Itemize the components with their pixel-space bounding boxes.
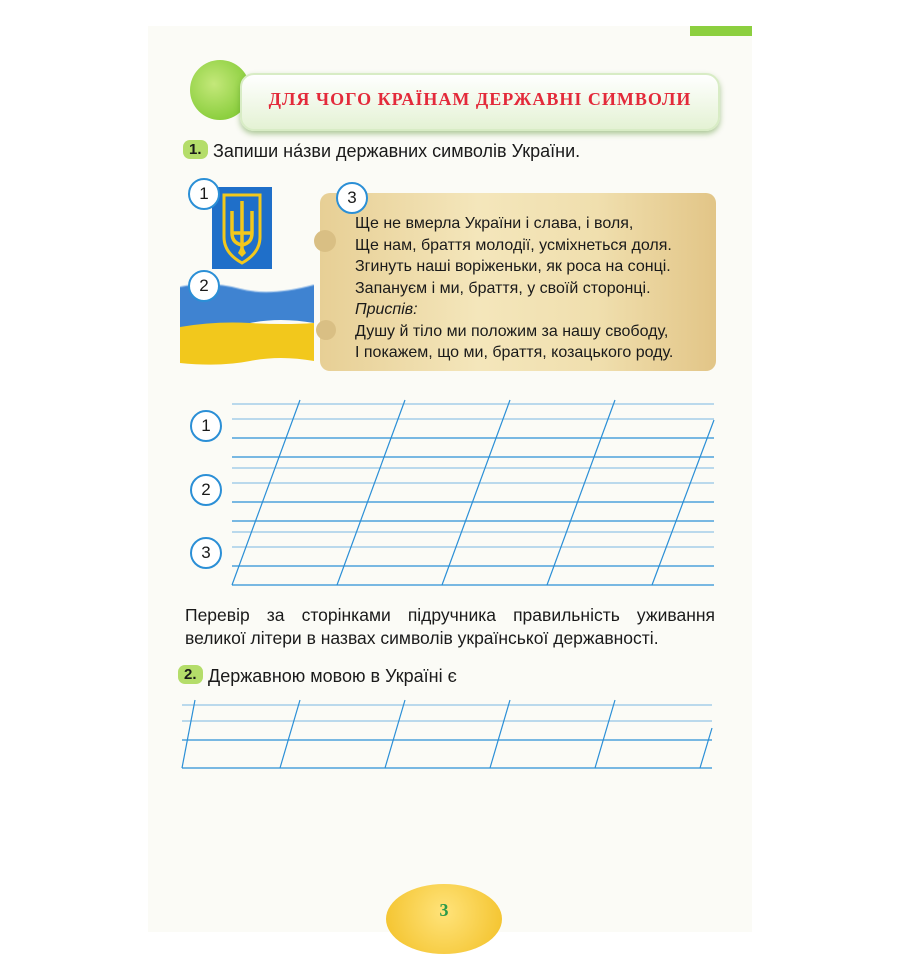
task2-prompt: Державною мовою в Україні є xyxy=(208,666,457,686)
task1-prompt: Запиши на́зви державних символів України. xyxy=(213,141,581,161)
page-number: 3 xyxy=(439,900,449,920)
answer-circle-2: 2 xyxy=(190,474,222,506)
answer-circle-1: 1 xyxy=(190,410,222,442)
refrain-label: Приспів: xyxy=(355,301,418,318)
label-circle-1: 1 xyxy=(188,178,220,210)
anthem-line: Ще нам, браття молодії, усміхнеться доля. xyxy=(355,236,672,254)
task1-number-badge: 1. xyxy=(183,140,208,159)
label-circle-3: 3 xyxy=(336,182,368,214)
check-note: Перевір за сторінками підручника правильність уживання великої літери в назвах символів української державності. xyxy=(185,605,715,648)
answer-circle-3: 3 xyxy=(190,537,222,569)
task2-number-badge: 2. xyxy=(178,665,203,684)
refrain-line: І покажем, що ми, браття, козацького роду. xyxy=(355,344,674,361)
section-title: ДЛЯ ЧОГО КРАЇНАМ ДЕРЖАВНІ СИМВОЛИ xyxy=(268,89,692,109)
anthem-line: Ще не вмерла України і слава, і воля, xyxy=(355,215,634,232)
anthem-line: Запануєм і ми, браття, у своїй сторонці. xyxy=(355,279,651,297)
anthem-line: Згинуть наші воріженьки, як роса на сонці. xyxy=(355,258,671,275)
refrain-line: Душу й тіло ми положим за нашу свободу, xyxy=(355,322,669,340)
label-circle-2: 2 xyxy=(188,270,220,302)
